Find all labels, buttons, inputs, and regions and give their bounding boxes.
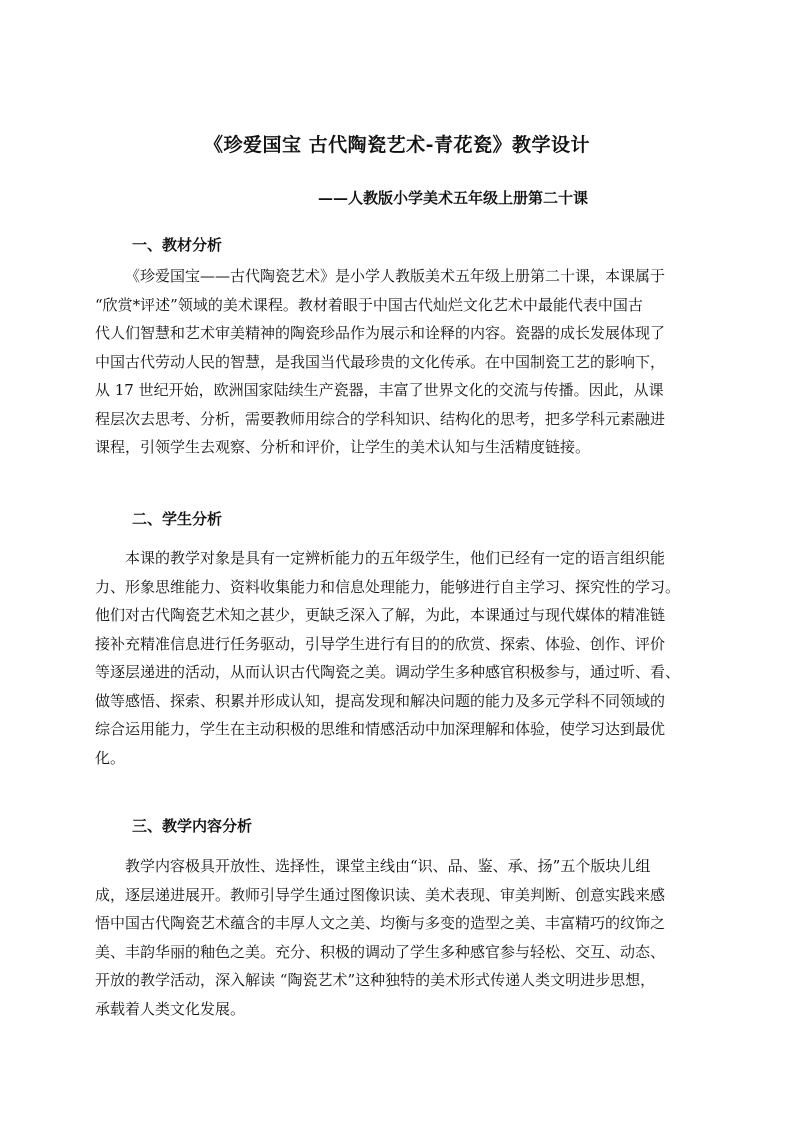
paragraph-line: 成，逐层递进展开。教师引导学生通过图像识读、美术表现、审美判断、创意实践来感 — [95, 885, 666, 904]
paragraph-line: 悟中国古代陶瓷艺术蕴含的丰厚人文之美、均衡与多变的造型之美、丰富精巧的纹饰之 — [95, 914, 666, 932]
section-heading-textbook-analysis: 一、教材分析 — [132, 236, 223, 254]
paragraph-line: 教学内容极具开放性、选择性，课堂主线由“识、品、鉴、承、扬”五个版块儿组 — [125, 857, 651, 875]
section-body-student-analysis — [95, 544, 701, 772]
paragraph-line: 他们对古代陶瓷艺术知之甚少，更缺乏深入了解，为此，本课通过与现代媒体的精准链 — [95, 606, 666, 624]
section-body-textbook-analysis — [95, 262, 701, 462]
paragraph-line: 化。 — [95, 748, 126, 767]
paragraph-line: 本课的教学对象是具有一定辨析能力的五年级学生，他们已经有一定的语言组织能 — [125, 549, 666, 567]
paragraph-line: 等逐层递进的活动，从而认识古代陶瓷之美。调动学生多种感官积极参与，通过听、看、 — [95, 663, 681, 681]
paragraph-line: 课程，引领学生去观察、分析和评价，让学生的美术认知与生活精度链接。 — [95, 438, 591, 456]
section-body-content-analysis — [95, 852, 701, 1023]
document-title: 《珍爱国宝 古代陶瓷艺术-青花瓷》教学设计 — [203, 134, 590, 156]
document-subtitle: ——人教版小学美术五年级上册第二十课 — [318, 189, 589, 207]
paragraph-line: 接补充精准信息进行任务驱动，引导学生进行有目的的欣赏、探索、体验、创作、评价 — [95, 634, 666, 653]
paragraph-line: 承载着人类文化发展。 — [95, 999, 246, 1018]
paragraph-line: 开放的教学活动，深入解读 “陶瓷艺术”这种独特的美术形式传递人类文明进步思想， — [95, 971, 656, 989]
paragraph-line: 美、丰韵华丽的釉色之美。充分、积极的调动了学生多种感官参与轻松、交互、动态、 — [95, 942, 666, 961]
paragraph-line: 代人们智慧和艺术审美精神的陶瓷珍品作为展示和诠释的内容。瓷器的成长发展体现了 — [95, 324, 666, 342]
section-heading-student-analysis: 二、学生分析 — [132, 510, 223, 528]
paragraph-line: 力、形象思维能力、资料收集能力和信息处理能力，能够进行自主学习、探究性的学习。 — [95, 577, 681, 596]
paragraph-line: 《珍爱国宝——古代陶瓷艺术》是小学人教版美术五年级上册第二十课，本课属于 — [125, 267, 666, 285]
paragraph-line: “欣赏*评述”领域的美术课程。教材着眼于中国古代灿烂文化艺术中最能代表中国古 — [95, 295, 643, 314]
paragraph-line: 从 17 世纪开始，欧洲国家陆续生产瓷器，丰富了世界文化的交流与传播。因此，从课 — [95, 381, 664, 399]
paragraph-line: 综合运用能力，学生在主动积极的思维和情感活动中加深理解和体验，使学习达到最优 — [95, 720, 666, 738]
section-heading-content-analysis: 三、教学内容分析 — [132, 817, 253, 835]
paragraph-line: 中国古代劳动人民的智慧，是我国当代最珍贵的文化传承。在中国制瓷工艺的影响下， — [95, 352, 666, 371]
paragraph-line: 做等感悟、探索、积累并形成认知，提高发现和解决问题的能力及多元学科不同领域的 — [95, 691, 666, 710]
paragraph-line: 程层次去思考、分析，需要教师用综合的学科知识、结构化的思考，把多学科元素融进 — [95, 409, 666, 428]
